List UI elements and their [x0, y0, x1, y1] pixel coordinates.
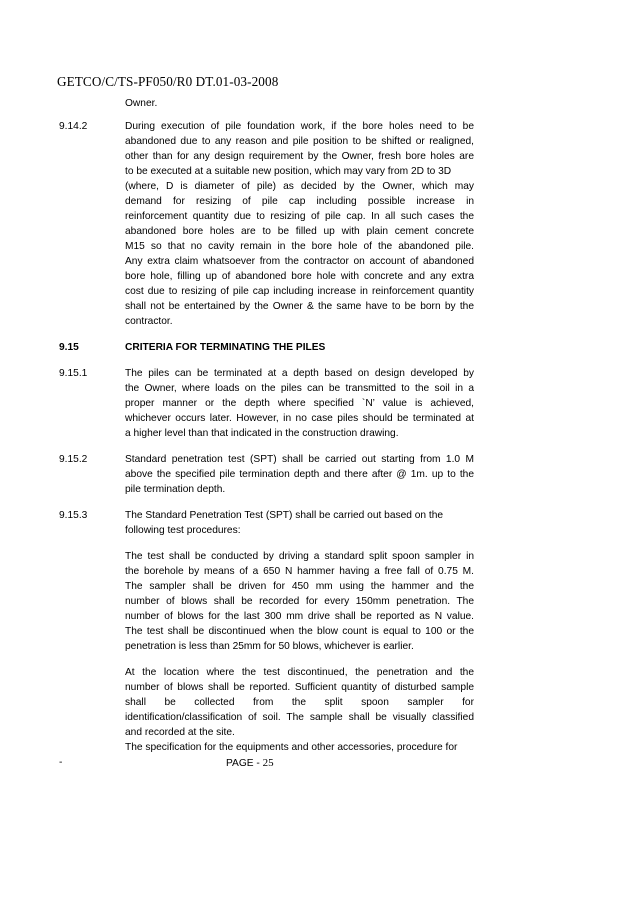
- clause-line: the Owner, where loads on the piles can be transmitted to the soil in a: [125, 383, 474, 394]
- clause-number-9-15-1: 9.15.1: [59, 368, 88, 379]
- clause-line: contractor.: [125, 316, 173, 327]
- clause-line: pile termination depth.: [125, 484, 226, 495]
- footer-dash: -: [59, 757, 63, 768]
- clause-line: demand for resizing of pile cap including possible increase in: [125, 196, 474, 207]
- clause-line: The Standard Penetration Test (SPT) shall be carried out based on the: [125, 510, 444, 521]
- clause-line: shall not be entertained by the Owner & the same have to be born by the: [125, 301, 474, 312]
- paragraph-line: The specification for the equipments and other accessories, procedure for: [125, 742, 458, 753]
- clause-line: cost due to resizing of pile cap including increase in reinforcement quantity: [125, 286, 474, 297]
- paragraph-line: number of blows for the last 300 mm drive shall be reported as N value.: [125, 611, 474, 622]
- clause-line: other than for any design requirement by the Owner, fresh bore holes are: [125, 151, 474, 162]
- footer-page-indicator: [226, 757, 274, 769]
- paragraph-line: At the location where the test discontinued, the penetration and the: [125, 667, 474, 678]
- paragraph-line: number of blows shall be reported. Sufficient quantity of disturbed sample: [125, 682, 474, 693]
- paragraph-line: shall be collected from the split spoon sampler for: [125, 697, 474, 708]
- clause-line: a higher level than that indicated in the construction drawing.: [125, 428, 399, 439]
- document-reference-header: GETCO/C/TS-PF050/R0 DT.01-03-2008: [57, 74, 279, 89]
- clause-line: reinforcement quantity due to resizing of pile cap. In all such cases the: [125, 211, 474, 222]
- clause-line: proper manner or the depth where specified `N’ value is achieved,: [125, 398, 474, 409]
- footer-page-label: PAGE -: [226, 758, 263, 769]
- paragraph-line: The sampler shall be driven for 450 mm using the hammer and the: [125, 581, 474, 592]
- clause-line: abandoned due to any reason and pile position to be shifted or realigned,: [125, 136, 474, 147]
- clause-line: bore hole, filling up of abandoned bore hole with concrete and any extra: [125, 271, 474, 282]
- clause-line: abandoned bore holes are to be filled up with plain cement concrete: [125, 226, 474, 237]
- paragraph-line: number of blows shall be recorded for every 150mm penetration. The: [125, 596, 474, 607]
- clause-line: Any extra claim whatsoever from the contractor on account of abandoned: [125, 256, 474, 267]
- clause-number-9-14-2: 9.14.2: [59, 121, 88, 132]
- clause-line: During execution of pile foundation work, if the bore holes need to be: [125, 121, 474, 132]
- paragraph-line: penetration is less than 25mm for 50 blows, whichever is earlier.: [125, 641, 414, 652]
- paragraph-line: identification/classification of soil. The sample shall be visually classified: [125, 712, 474, 723]
- clause-line: M15 so that no cavity remain in the bore hole of the abandoned pile.: [125, 241, 474, 252]
- paragraph-line: and recorded at the site.: [125, 727, 235, 738]
- clause-number-9-15-2: 9.15.2: [59, 454, 88, 465]
- section-title-9-15: CRITERIA FOR TERMINATING THE PILES: [125, 342, 326, 353]
- clause-line: following test procedures:: [125, 525, 241, 536]
- clause-line: whichever occurs later. However, in no case piles should be terminated at: [125, 413, 474, 424]
- paragraph-line: The test shall be conducted by driving a standard split spoon sampler in: [125, 551, 474, 562]
- paragraph-line: the borehole by means of a 650 N hammer having a free fall of 0.75 M.: [125, 566, 474, 577]
- footer-page-number: 25: [262, 757, 274, 769]
- paragraph-line: The test shall be discontinued when the blow count is equal to 100 or the: [125, 626, 474, 637]
- clause-number-9-15-3: 9.15.3: [59, 510, 88, 521]
- clause-line: to be executed at a suitable new position, which may vary from 2D to 3D: [125, 166, 452, 177]
- section-number-9-15: 9.15: [59, 342, 79, 353]
- clause-line: Standard penetration test (SPT) shall be carried out starting from 1.0 M: [125, 454, 474, 465]
- clause-line: above the specified pile termination depth and there after @ 1m. up to the: [125, 469, 474, 480]
- owner-line: Owner.: [125, 98, 158, 109]
- clause-line: The piles can be terminated at a depth based on design developed by: [125, 368, 474, 379]
- clause-line: (where, D is diameter of pile) as decided by the Owner, which may: [125, 181, 474, 192]
